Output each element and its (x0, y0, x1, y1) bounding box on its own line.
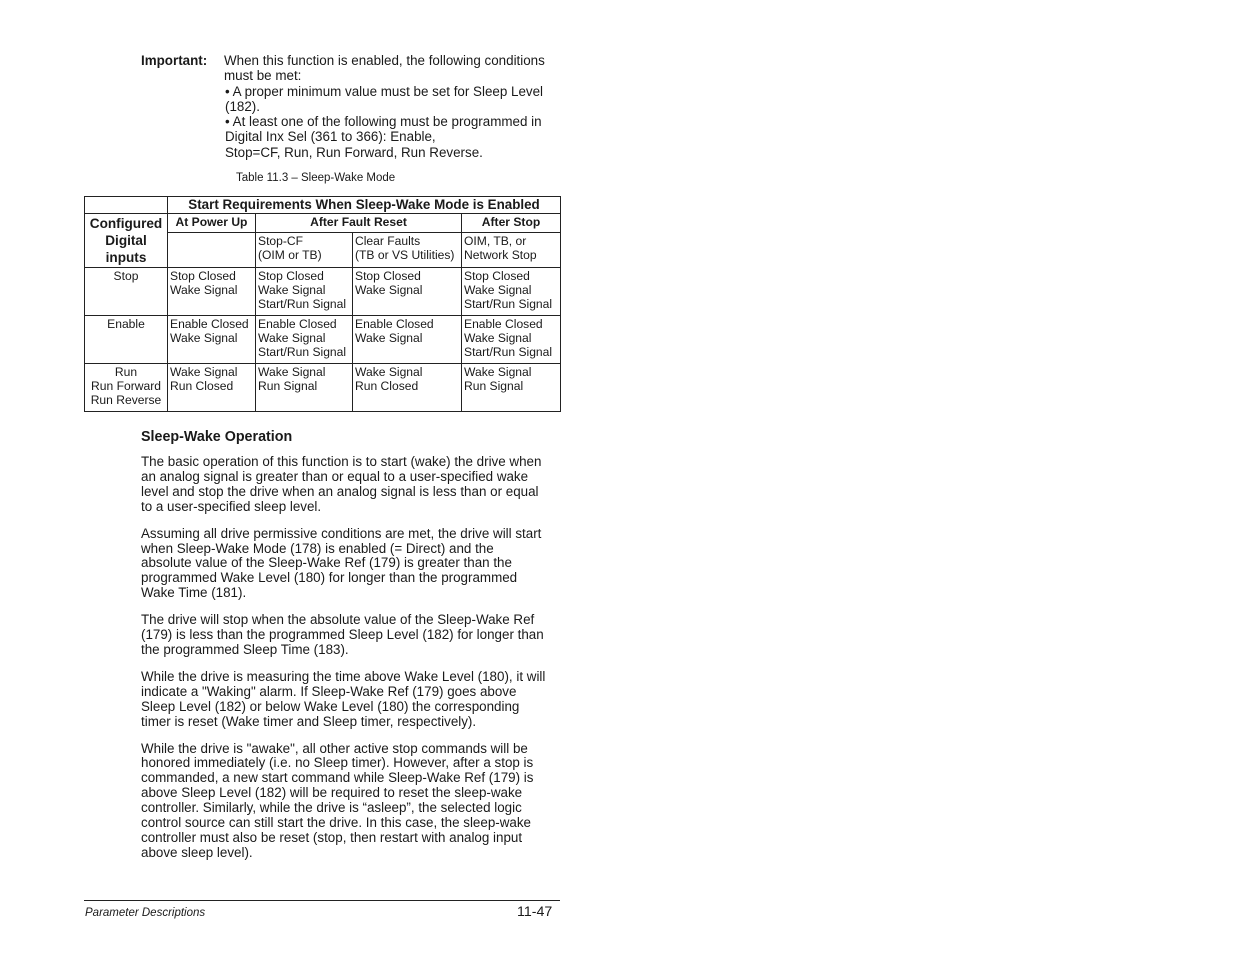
text-line: Wake Time (181). (141, 585, 247, 601)
cell-line: Run Closed (355, 379, 419, 393)
table-cell (353, 268, 462, 316)
cell-line: Run Forward (91, 379, 161, 393)
cell-line: Run (114, 365, 138, 379)
text-line: absolute value of the Sleep-Wake Ref (179) is greater than the (141, 555, 512, 571)
col-header-power-up: At Power Up (168, 214, 256, 233)
cell-line: Stop Closed (258, 269, 324, 283)
text-line: an analog signal is greater than or equal to a user-specified wake (141, 468, 529, 484)
cell-line: Stop Closed (170, 269, 236, 283)
text-line: Assuming all drive permissive conditions are met, the drive will start (141, 525, 542, 541)
cell-line: Stop-CF (258, 234, 304, 248)
text-line: when Sleep-Wake Mode (178) is enabled (= Direct) and the (141, 540, 494, 556)
text-line: The drive will stop when the absolute value of the Sleep-Wake Ref (141, 612, 535, 628)
row-header-line: inputs (105, 250, 147, 265)
table-cell (85, 268, 168, 316)
important-bullet (224, 84, 571, 115)
cell-line: Start/Run Signal (464, 297, 553, 311)
cell-line: Start/Run Signal (258, 297, 347, 311)
table-cell (256, 364, 353, 412)
table-cell (85, 316, 168, 364)
cell-line: Start/Run Signal (258, 345, 347, 359)
table-cell (462, 268, 561, 316)
cell-line: Stop (113, 269, 139, 283)
cell-line: (OIM or TB) (258, 248, 322, 262)
sleep-wake-table (84, 196, 561, 412)
col-header-after-stop: After Stop (462, 214, 561, 233)
table-cell (256, 316, 353, 364)
table-row (85, 364, 561, 412)
cell-line: Network Stop (464, 248, 537, 262)
important-line: must be met: (224, 68, 302, 84)
text-line: programmed Wake Level (180) for longer than the programmed (141, 570, 518, 586)
cell-line: Wake Signal (464, 331, 532, 345)
text-line: honored immediately (i.e. no Sleep timer). However, after a stop is (141, 755, 534, 771)
table-cell (462, 233, 561, 268)
paragraph (141, 455, 561, 515)
bullet-line: Stop=CF, Run, Run Forward, Run Reverse. (225, 144, 483, 160)
cell-line: Wake Signal (355, 331, 423, 345)
text-line: While the drive is measuring the time above Wake Level (180), it will (141, 668, 546, 684)
paragraph (141, 613, 561, 658)
cell-line: Wake Signal (170, 283, 238, 297)
cell-line: Enable (107, 317, 145, 331)
cell-line: Wake Signal (464, 283, 532, 297)
table-cell (168, 316, 256, 364)
bullet-line: • At least one of the following must be programmed in (225, 114, 542, 130)
blank-corner-cell (85, 197, 168, 214)
table-cell (168, 364, 256, 412)
cell-line: Enable Closed (258, 317, 337, 331)
table-cell (353, 364, 462, 412)
cell-line: Wake Signal (258, 283, 326, 297)
text-line: controller must also be reset (stop, then restart with analog input (141, 829, 523, 845)
cell-line: Wake Signal (355, 365, 423, 379)
table-row (85, 316, 561, 364)
table-cell (353, 233, 462, 268)
section-title: Sleep-Wake Operation (141, 429, 293, 445)
table-cell (462, 364, 561, 412)
table-cell (256, 233, 353, 268)
text-line: control source can still start the drive. In this case, the sleep-wake (141, 815, 531, 831)
text-line: indicate a "Waking" alarm. If Sleep-Wake Ref (179) goes above (141, 683, 517, 699)
cell-line: Enable Closed (464, 317, 543, 331)
important-body (224, 53, 571, 160)
cell-line: Stop Closed (355, 269, 421, 283)
table-row (85, 268, 561, 316)
text-line: controller. Similarly, while the drive is “asleep”, the selected logic (141, 800, 522, 816)
page-number: 11-47 (517, 904, 553, 920)
text-line: level and stop the drive when an analog signal is less than or equal (141, 483, 539, 499)
cell-line: Run Signal (464, 379, 524, 393)
text-line: above Sleep Level (182) will be required to reset the sleep-wake (141, 785, 523, 801)
body-text (141, 455, 561, 873)
text-line: (179) is less than the programmed Sleep Level (182) for longer than (141, 627, 544, 643)
text-line: While the drive is "awake", all other active stop commands will be (141, 740, 528, 756)
table-cell (462, 316, 561, 364)
cell-line: Wake Signal (170, 365, 238, 379)
cell-line: Enable Closed (355, 317, 434, 331)
cell-line: Wake Signal (464, 365, 532, 379)
bullet-line: (182). (225, 98, 260, 114)
footer-divider (84, 900, 560, 901)
important-label: Important: (141, 53, 208, 68)
text-line: the programmed Sleep Time (183). (141, 641, 349, 657)
table-cell (256, 268, 353, 316)
paragraph (141, 670, 561, 730)
cell-line: Wake Signal (170, 331, 238, 345)
cell-line: Wake Signal (258, 365, 326, 379)
important-note (141, 53, 571, 160)
cell-line: Run Reverse (90, 393, 162, 407)
text-line: commanded, a new start command while Sleep-Wake Ref (179) is (141, 770, 534, 786)
table-caption: Table 11.3 – Sleep-Wake Mode (236, 172, 396, 184)
cell-line: Wake Signal (355, 283, 423, 297)
important-bullet (224, 114, 571, 160)
text-line: Sleep Level (182) or below Wake Level (180) the corresponding (141, 698, 520, 714)
text-line: The basic operation of this function is to start (wake) the drive when (141, 454, 542, 469)
group-header: Start Requirements When Sleep-Wake Mode is Enabled (168, 197, 561, 214)
cell-line: Run Signal (258, 379, 318, 393)
cell-line: OIM, TB, or (464, 234, 527, 248)
cell-line: Run Closed (170, 379, 234, 393)
table-cell (168, 268, 256, 316)
cell-line: Start/Run Signal (464, 345, 553, 359)
row-header-line: Configured (89, 216, 163, 231)
bullet-line: Digital Inx Sel (361 to 366): Enable, (225, 129, 436, 145)
text-line: above sleep level). (141, 844, 253, 860)
table-cell (168, 233, 256, 268)
text-line: timer is reset (Wake timer and Sleep timer, respectively). (141, 713, 477, 729)
table-cell (85, 364, 168, 412)
cell-line: (TB or VS Utilities) (355, 248, 455, 262)
cell-line: Enable Closed (170, 317, 249, 331)
cell-line: Wake Signal (258, 331, 326, 345)
col-header-after-fault-reset: After Fault Reset (256, 214, 462, 233)
paragraph (141, 527, 561, 602)
bullet-line: • A proper minimum value must be set for Sleep Level (225, 83, 544, 99)
cell-line: Stop Closed (464, 269, 530, 283)
footer-section-name: Parameter Descriptions (85, 907, 206, 919)
text-line: to a user-specified sleep level. (141, 498, 322, 514)
important-line: When this function is enabled, the following conditions (224, 53, 545, 68)
table-cell (353, 316, 462, 364)
paragraph (141, 742, 561, 861)
row-header (85, 214, 168, 268)
cell-line: Clear Faults (355, 234, 421, 248)
row-header-line: Digital (105, 233, 147, 248)
